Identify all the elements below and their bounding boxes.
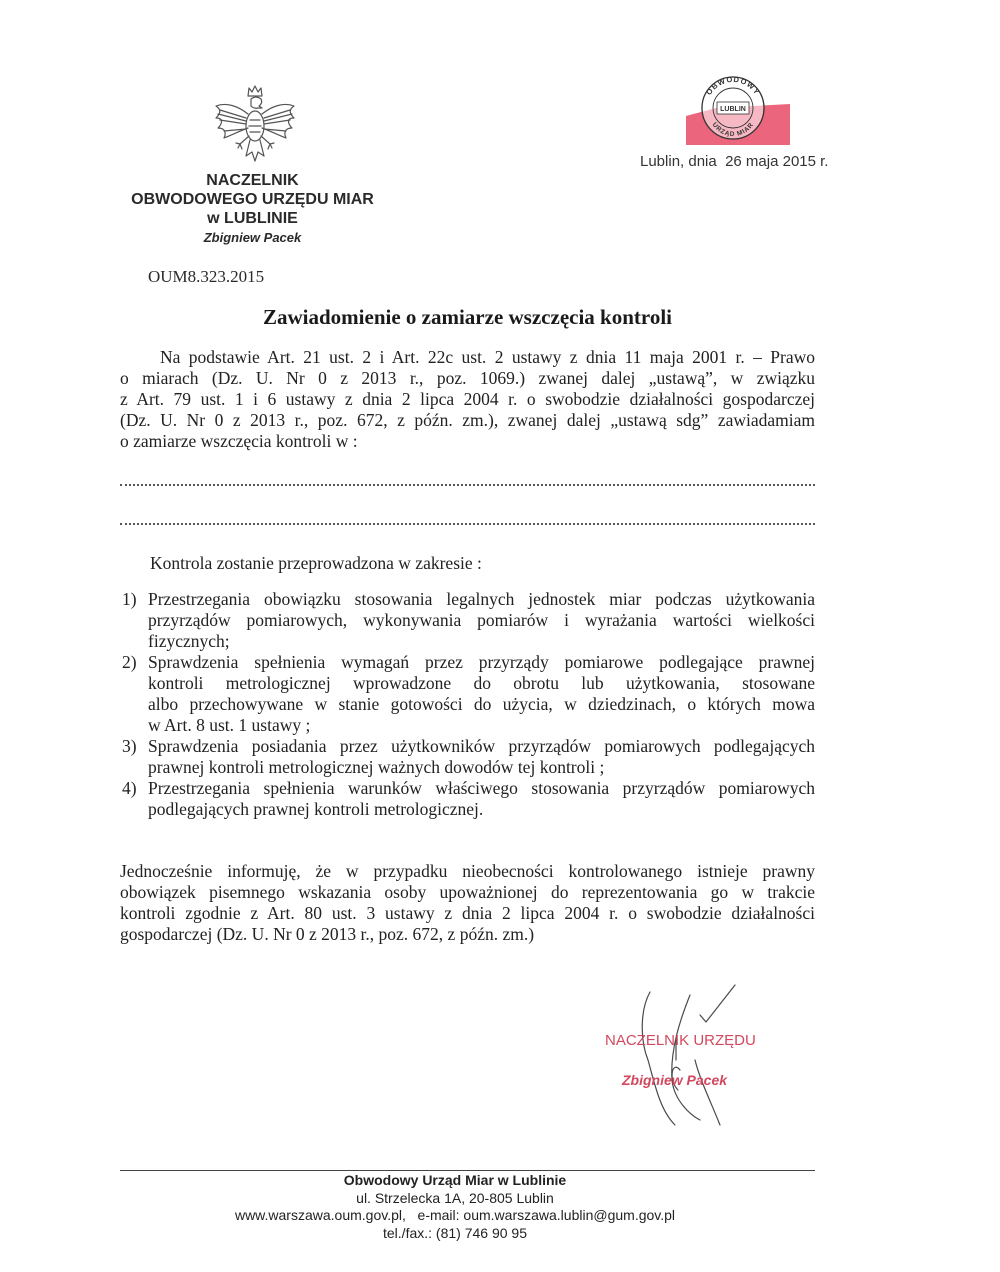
- stamp-bottom-text: URZĄD MIAR: [710, 121, 756, 139]
- footer: [110, 1172, 800, 1242]
- scope-item-line: w Art. 8 ust. 1 ustawy ;: [148, 715, 311, 735]
- footer-divider: [120, 1170, 815, 1171]
- stamp-top-text: OBWODOWY: [704, 74, 762, 97]
- footer-address: ul. Strzelecka 1A, 20-805 Lublin: [356, 1189, 554, 1206]
- scope-item-line: prawnej kontroli metrologicznej ważnych dowodów tej kontroli ;: [148, 757, 605, 777]
- date-line: Lublin, dnia 26 maja 2015 r.: [640, 153, 829, 170]
- intro-line: Na podstawie Art. 21 ust. 2 i Art. 22c ust. 2 ustawy z dnia 11 maja 2001 r. – Prawo: [160, 347, 815, 367]
- scope-item-line: podlegających prawnej kontroli metrologicznej.: [148, 799, 484, 819]
- intro-line: o miarach (Dz. U. Nr 0 z 2013 r., poz. 1069.) zwanej dalej „ustawą”, w związku: [120, 368, 815, 388]
- scope-heading: Kontrola zostanie przeprowadzona w zakresie :: [150, 553, 482, 573]
- signature-name: Zbigniew Pacek: [622, 1072, 728, 1088]
- issuer-title-line1: NACZELNIK: [206, 172, 299, 189]
- intro-paragraph: [120, 347, 815, 452]
- scope-item-number: 1): [122, 589, 137, 609]
- document-title: Zawiadomienie o zamiarze wszczęcia kontroli: [262, 305, 673, 329]
- reference-number: OUM8.323.2015: [148, 267, 265, 286]
- handwritten-signature: [600, 975, 770, 1145]
- scope-item-line: przyrządów pomiarowych, wykonywania pomiarów i wyrażania wartości wielkości: [148, 610, 815, 630]
- notice-line: kontroli zgodnie z Art. 80 ust. 3 ustawy z dnia 2 lipca 2004 r. o swobodzie działalności: [120, 903, 815, 923]
- notice-line: obowiązek pisemnego wskazania osoby upoważnionej do reprezentowania go w trakcie: [120, 882, 815, 902]
- scope-list: [120, 589, 815, 820]
- issuer-title-line3: w LUBLINIE: [207, 210, 298, 227]
- notice-line: gospodarczej (Dz. U. Nr 0 z 2013 r., poz. 672, z późn. zm.): [120, 924, 535, 944]
- stamp-center-text: LUBLIN: [720, 106, 746, 113]
- scope-item-line: Przestrzegania spełnienia warunków właściwego stosowania przyrządów pomiarowych: [148, 778, 815, 798]
- scope-item: [120, 736, 815, 778]
- blank-fill-line-1: [120, 478, 815, 486]
- office-stamp: [680, 68, 800, 153]
- intro-line: o zamiarze wszczęcia kontroli w :: [120, 431, 358, 451]
- scope-item-number: 2): [122, 652, 137, 672]
- footer-contact: www.warszawa.oum.gov.pl, e-mail: oum.warszawa.lublin@gum.gov.pl: [234, 1207, 676, 1223]
- notice-line: Jednocześnie informuję, że w przypadku nieobecności kontrolowanego istnieje prawny: [120, 861, 815, 881]
- scope-item-line: Sprawdzenia posiadania przez użytkowników przyrządów pomiarowych podlegających: [148, 736, 815, 756]
- scope-item-line: kontroli metrologicznej wprowadzone do obrotu lub użytkowania, stosowane: [148, 673, 815, 693]
- scope-item-line: fizycznych;: [148, 631, 230, 651]
- eagle-emblem-icon: [212, 84, 298, 164]
- issuer-title-line2: OBWODOWEGO URZĘDU MIAR: [131, 191, 374, 208]
- intro-line: z Art. 79 ust. 1 i 6 ustawy z dnia 2 lipca 2004 r. o swobodzie działalności gospodarczej: [120, 389, 815, 409]
- scope-item: [120, 652, 815, 736]
- issuer-name: Zbigniew Pacek: [203, 230, 302, 245]
- blank-fill-line-2: [120, 517, 815, 525]
- scope-item-line: Sprawdzenia spełnienia wymagań przez przyrządy pomiarowe podlegające prawnej: [148, 652, 815, 672]
- scope-item: [120, 589, 815, 652]
- footer-phone: tel./fax.: (81) 746 90 95: [383, 1224, 527, 1241]
- issuer-header: [100, 171, 405, 247]
- scope-item-line: albo przechowywane w stanie gotowości do użycia, w dziedzinach, o których mowa: [148, 694, 815, 714]
- scope-item: [120, 778, 815, 820]
- scope-item-number: 4): [122, 778, 137, 798]
- signature-title: NACZELNIK URZĘDU: [605, 1032, 756, 1049]
- intro-line: (Dz. U. Nr 0 z 2013 r., poz. 672, z późn. zm.), zwanej dalej „ustawą sdg” zawiadamiam: [120, 410, 815, 430]
- scope-item-line: Przestrzegania obowiązku stosowania legalnych jednostek miar podczas użytkowania: [148, 589, 815, 609]
- scope-item-number: 3): [122, 736, 137, 756]
- footer-office: Obwodowy Urząd Miar w Lublinie: [343, 1172, 567, 1188]
- notice-paragraph: [120, 861, 815, 945]
